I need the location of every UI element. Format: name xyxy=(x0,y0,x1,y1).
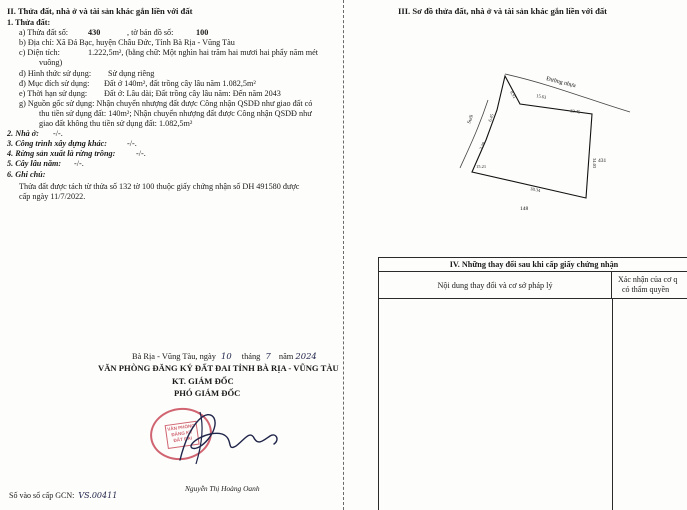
issue-year: 2024 xyxy=(295,351,317,361)
stream-edge xyxy=(460,100,488,168)
road-edge-upper xyxy=(505,74,630,115)
parcel-boundary xyxy=(472,76,592,198)
issue-month: 7 xyxy=(265,351,271,361)
issue-place: Bà Rịa - Vũng Tàu, ngày xyxy=(132,352,216,361)
area-label: c) Diện tích: xyxy=(19,48,60,57)
signature-kt: KT. GIÁM ĐỐC xyxy=(172,376,234,386)
gcn-register-number: VS.00411 xyxy=(78,491,118,500)
use-form-value: Sử dụng riêng xyxy=(108,69,155,78)
map-sheet-label: , tờ bản đồ số: xyxy=(127,28,174,37)
changes-table xyxy=(378,257,687,510)
use-purpose-label: đ) Mục đích sử dụng: xyxy=(19,79,90,88)
parcel-heading: 1. Thửa đất: xyxy=(7,18,51,27)
note-heading: 6. Ghi chú: xyxy=(7,170,46,179)
issue-year-label: năm xyxy=(278,352,294,361)
signer-name: Nguyễn Thị Hoàng Oanh xyxy=(185,484,260,493)
parcel-number-label: a) Thửa đất số: xyxy=(19,28,69,37)
other-construction-heading: 3. Công trình xây dựng khác: xyxy=(7,139,107,148)
use-term-value: Đất ở: Lâu dài; Đất trồng cây lâu năm: Đến năm 2043 xyxy=(104,89,281,98)
section-2-title: II. Thửa đất, nhà ở và tài sản khác gắn liền với đất xyxy=(7,6,193,16)
origin-line-2: thu tiền sử dụng đất: 140m²; Nhận chuyển nhượng đất được Công nhận QSDĐ như xyxy=(39,109,312,118)
signature-title: PHÓ GIÁM ĐỐC xyxy=(174,388,241,398)
house-value: -/-. xyxy=(53,129,63,138)
area-value-continuation: vuông) xyxy=(39,58,63,67)
changes-column-divider xyxy=(612,299,613,510)
use-form-label: d) Hình thức sử dụng: xyxy=(19,69,92,78)
changes-content-header: Nội dung thay đổi và cơ sở pháp lý xyxy=(379,272,612,299)
dim-left-2: 6.45 xyxy=(487,113,495,123)
issue-month-label: tháng xyxy=(241,352,261,361)
planted-forest-value: -/-. xyxy=(136,149,146,158)
origin-line-3: giao đất không thu tiền sử dụng đất: 1.082,5m² xyxy=(39,119,193,128)
gcn-register xyxy=(9,491,117,501)
issue-date-line xyxy=(132,351,317,362)
neighbor-south-label: 148 xyxy=(520,206,529,212)
issue-day: 10 xyxy=(221,351,232,361)
dim-left-4: 15.21 xyxy=(476,164,487,169)
perennial-trees-heading: 5. Cây lâu năm: xyxy=(7,159,62,168)
dim-top: 15.63 xyxy=(535,93,547,100)
use-purpose-value: Đất ở 140m², đất trồng cây lâu năm 1.082,5m² xyxy=(104,79,256,88)
dim-right: 34.03 xyxy=(592,158,597,169)
other-construction-value: -/-. xyxy=(127,139,137,148)
parcel-number-value: 430 xyxy=(88,28,101,37)
section-4-title: IV. Những thay đổi sau khi cấp giấy chứng nhận xyxy=(379,258,687,272)
origin-line-1: g) Nguồn gốc sử dụng: Nhận chuyển nhượng đất được Công nhận QSDĐ như giao đất có xyxy=(19,99,313,108)
parcel-map xyxy=(360,40,680,240)
map-sheet-value: 100 xyxy=(196,28,209,37)
issuing-office: VĂN PHÒNG ĐĂNG KÝ ĐẤT ĐAI TỈNH BÀ RỊA - VŨNG TÀU xyxy=(98,363,339,373)
confirm-header-line-2: có thẩm quyền xyxy=(622,285,670,294)
changes-confirmation-header xyxy=(612,272,687,299)
road-label: Đường nhựa xyxy=(545,76,577,90)
section-3-title: III. Sơ đồ thửa đất, nhà ở và tài sản khác gắn liền với đất xyxy=(398,6,608,16)
gcn-register-label: Số vào sổ cấp GCN: xyxy=(9,491,75,500)
confirm-header-line-1: Xác nhận của cơ q xyxy=(618,275,678,284)
stamp-inner-text: VĂN PHÒNG ĐĂNG KÝ ĐẤT ĐAI xyxy=(165,421,200,449)
dim-left-1: 8.91 xyxy=(509,90,518,100)
stream-label: Suối xyxy=(467,114,476,125)
use-term-label: e) Thời hạn sử dụng: xyxy=(19,89,88,98)
address-line: b) Địa chỉ: Xã Đá Bạc, huyện Châu Đức, Tỉnh Bà Rịa - Vũng Tàu xyxy=(19,38,235,47)
handwritten-signature xyxy=(170,400,290,472)
note-line-2: cấp ngày 11/7/2022. xyxy=(19,192,86,201)
dim-left-3: 3.38 xyxy=(478,141,487,151)
neighbor-east-label: 431 xyxy=(598,158,607,164)
area-value: 1.222,5m², (bằng chữ: Một nghìn hai trăm hai mươi hai phẩy năm mét xyxy=(88,48,319,57)
page-fold-divider xyxy=(343,0,344,510)
house-heading: 2. Nhà ở: xyxy=(7,129,39,138)
note-line-1: Thửa đất được tách từ thửa số 132 tờ 100 thuộc giấy chứng nhận số DH 491580 được xyxy=(19,182,300,191)
perennial-trees-value: -/-. xyxy=(74,159,84,168)
dim-top-2: 32.45 xyxy=(569,108,581,115)
planted-forest-heading: 4. Rừng sản xuất là rừng trồng: xyxy=(7,149,116,158)
dim-bottom: 38.34 xyxy=(529,186,541,194)
